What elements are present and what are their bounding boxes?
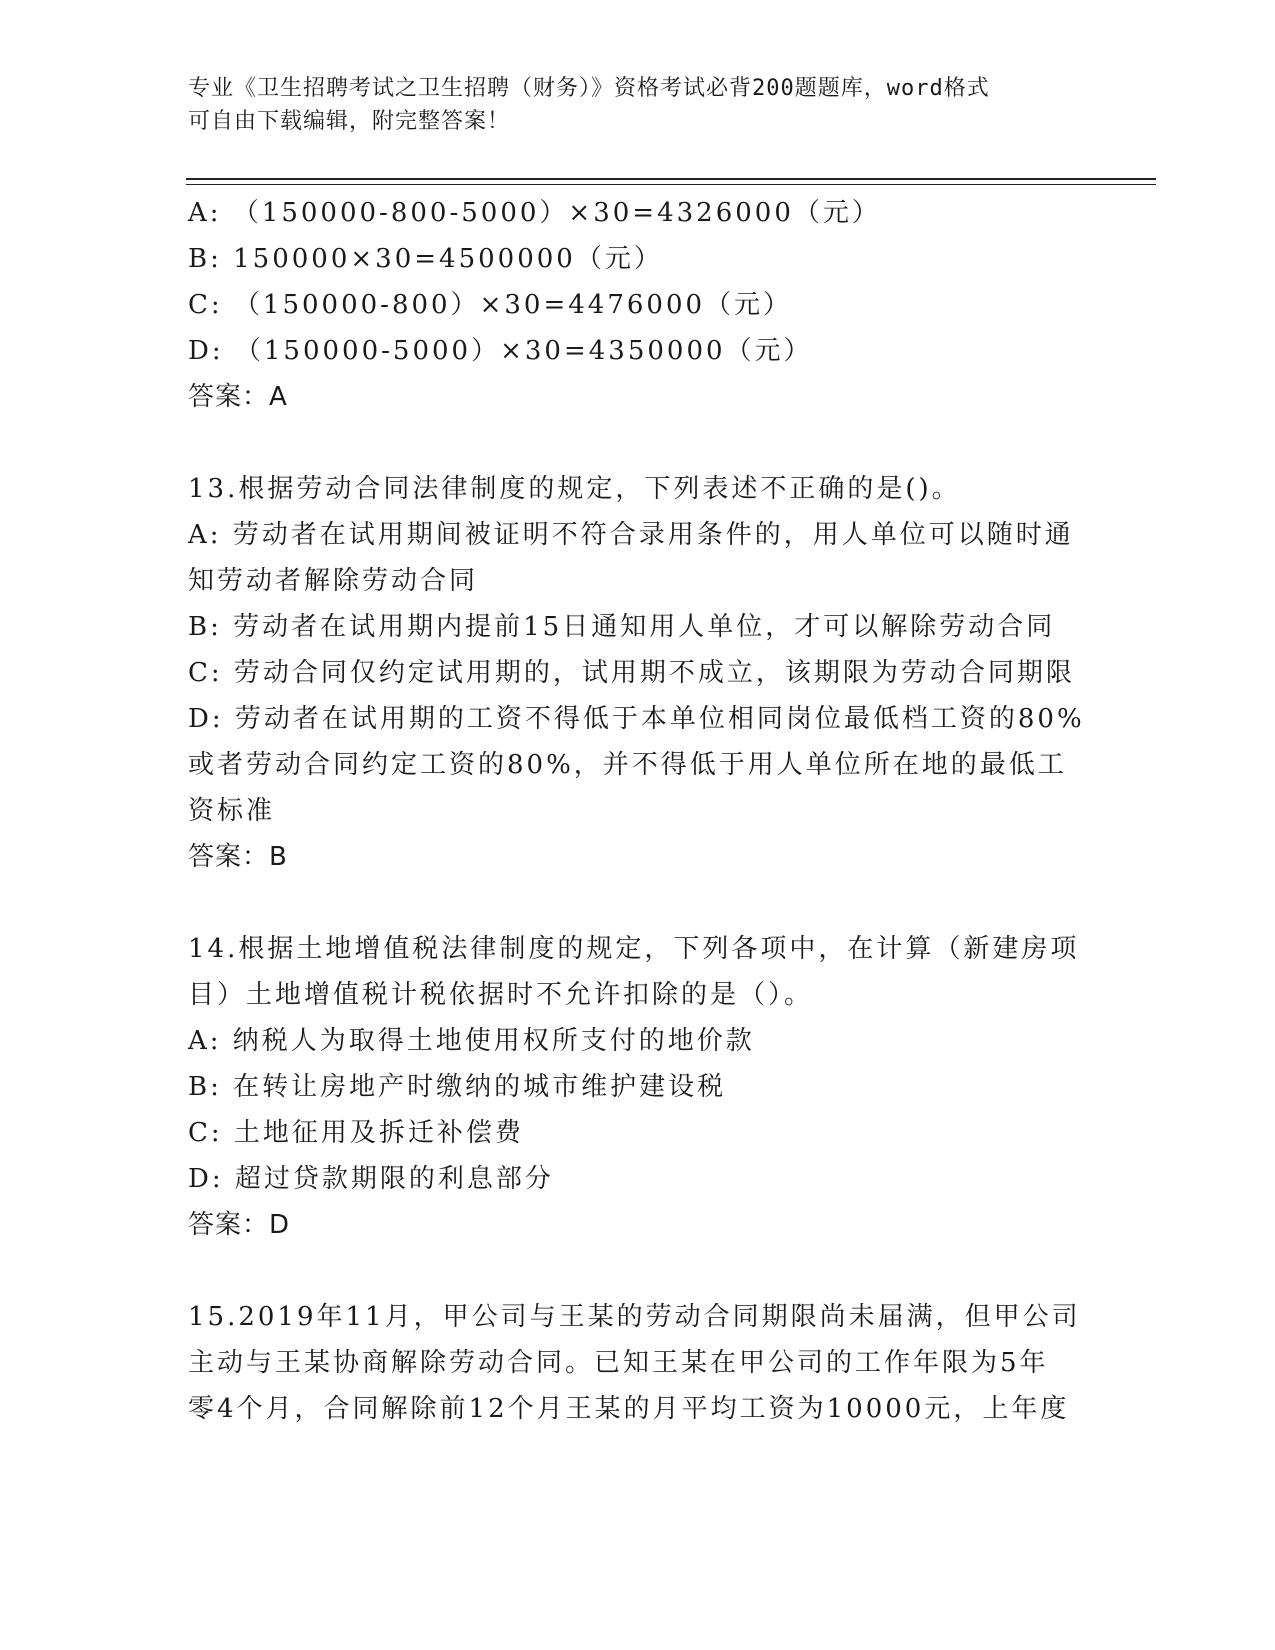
q15-stem-line-1: 15.2019年11月，甲公司与王某的劳动合同期限尚未届满，但甲公司 bbox=[188, 1302, 1081, 1332]
question-14-block bbox=[188, 926, 1088, 1248]
q14-stem-line-1: 14.根据土地增值税法律制度的规定，下列各项中，在计算（新建房项 bbox=[188, 934, 1080, 964]
q12-option-c: C: （150000-800）×30=4476000（元） bbox=[188, 290, 793, 320]
question-content bbox=[188, 190, 1088, 1432]
question-15-block bbox=[188, 1294, 1088, 1432]
question-13-block bbox=[188, 466, 1088, 880]
q13-option-d-line-1: D: 劳动者在试用期的工资不得低于本单位相同岗位最低档工资的80% bbox=[188, 704, 1085, 734]
q13-stem: 13.根据劳动合同法律制度的规定，下列表述不正确的是()。 bbox=[188, 474, 961, 504]
header-rule-thin bbox=[186, 184, 1156, 185]
spacer bbox=[188, 420, 1088, 466]
header-line-2: 可自由下载编辑，附完整答案！ bbox=[188, 109, 511, 134]
q15-stem-line-3: 零4个月，合同解除前12个月王某的月平均工资为10000元，上年度 bbox=[188, 1394, 1070, 1424]
q13-option-d-line-2: 或者劳动合同约定工资的80%，并不得低于用人单位所在地的最低工 bbox=[188, 750, 1067, 780]
q12-option-b: B: 150000×30=4500000（元） bbox=[188, 244, 663, 274]
q14-option-a: A: 纳税人为取得土地使用权所支付的地价款 bbox=[188, 1026, 755, 1056]
q14-option-d: D: 超过贷款期限的利息部分 bbox=[188, 1164, 554, 1194]
q12-answer: 答案：A bbox=[188, 382, 288, 412]
q12-option-d: D: （150000-5000）×30=4350000（元） bbox=[188, 336, 813, 366]
header-line-1: 专业《卫生招聘考试之卫生招聘（财务）》资格考试必背200题题库，word格式 bbox=[188, 76, 990, 101]
q14-option-c: C: 土地征用及拆迁补偿费 bbox=[188, 1118, 524, 1148]
question-12-block bbox=[188, 190, 1088, 420]
q14-stem-line-2: 目）土地增值税计税依据时不允许扣除的是（）。 bbox=[188, 980, 814, 1010]
q15-stem-line-2: 主动与王某协商解除劳动合同。已知王某在甲公司的工作年限为5年 bbox=[188, 1348, 1049, 1378]
spacer bbox=[188, 1248, 1088, 1294]
header-rule-thick bbox=[186, 178, 1156, 180]
q13-option-c: C: 劳动合同仅约定试用期的，试用期不成立，该期限为劳动合同期限 bbox=[188, 658, 1075, 688]
q13-option-d-line-3: 资标准 bbox=[188, 796, 276, 826]
q13-option-a-line-2: 知劳动者解除劳动合同 bbox=[188, 566, 479, 596]
document-header bbox=[188, 72, 1068, 138]
q13-option-b: B: 劳动者在试用期内提前15日通知用人单位，才可以解除劳动合同 bbox=[188, 612, 1056, 642]
q12-option-a: A: （150000-800-5000）×30=4326000（元） bbox=[188, 198, 881, 228]
q13-answer: 答案：B bbox=[188, 842, 288, 872]
q13-option-a-line-1: A: 劳动者在试用期间被证明不符合录用条件的，用人单位可以随时通 bbox=[188, 520, 1074, 550]
q14-answer: 答案：D bbox=[188, 1210, 291, 1240]
spacer bbox=[188, 880, 1088, 926]
q14-option-b: B: 在转让房地产时缴纳的城市维护建设税 bbox=[188, 1072, 727, 1102]
